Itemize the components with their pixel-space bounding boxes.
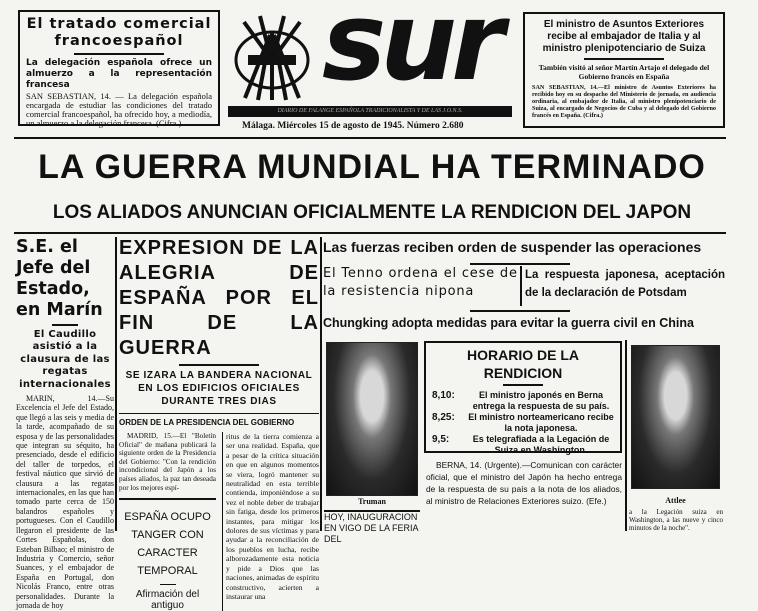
headline-tenno: El Tenno ordena el cese de la resistencia nipona (323, 266, 518, 299)
top-rule (14, 137, 726, 139)
column-divider (625, 340, 627, 531)
divider (179, 364, 259, 366)
headline-respuesta: La respuesta japonesa, aceptación de la declaración de Potsdam (525, 269, 725, 299)
main-headline: LA GUERRA MUNDIAL HA TERMINADO (38, 148, 706, 186)
article-subtitle: El Caudillo asistió a la clausura de las regatas internacionales (19, 328, 111, 390)
falange-emblem (230, 10, 315, 102)
divider (160, 584, 176, 585)
horario-row: 8,10: El ministro japonés en Berna entrega la respuesta de su país. (432, 389, 610, 411)
divider (74, 53, 164, 55)
divider (503, 384, 543, 386)
divider (584, 58, 664, 60)
tanger-title: ESPAÑA OCUPO TANGER CON CARACTER TEMPORAL (124, 510, 211, 577)
dateline: Málaga. Miércoles 15 de agosto de 1945. Número 2.680 (242, 121, 464, 131)
section-title: ORDEN DE LA PRESIDENCIA DEL GOBIERNO (119, 418, 295, 427)
column-divider (115, 237, 117, 531)
article-title: El ministro de Asuntos Exteriores recibe al embajador de Italia y al ministro plenipotenciario de Suiza (542, 19, 706, 54)
column-jefe-estado (16, 237, 114, 610)
divider (119, 413, 319, 415)
horario-row: 9,5: Es telegrafiada a la Legación de Suiza en Washington. (432, 433, 610, 455)
column-divider (320, 237, 322, 531)
left-box-article (18, 10, 220, 129)
attlee-photo (631, 345, 720, 489)
photo-caption-truman: Truman (358, 497, 386, 506)
article-title: S.E. el Jefe del Estado, en Marín (16, 237, 103, 320)
column-alegria (119, 236, 319, 611)
article-title: EXPRESION DE LA ALEGRIA DE ESPAÑA POR EL FIN DE LA GUERRA (119, 237, 319, 359)
horario-row: 8,25: El ministro norteamericano recibe la nota japonesa. (432, 411, 614, 433)
sub-headline: LOS ALIADOS ANUNCIAN OFICIALMENTE LA RENDICION DEL JAPON (52, 202, 692, 223)
divider (520, 266, 522, 306)
article-body: SAN SEBASTIAN, 14.—El ministro de Asuntos Exteriores ha recibido hoy en su despacho del Ministerio de jornada, en audiencia ordinaria, al embajador de Italia, al ministro plenipotenciario de Suiza, al encargado de Negocios de Cuba y al delegado del Gobierno francés en España. (Cifra.) (532, 83, 716, 120)
tanger-subtitle: Afirmación del antiguo (135, 588, 200, 611)
truman-photo (326, 342, 418, 496)
article-subtitle: SE IZARA LA BANDERA NACIONAL EN LOS EDIFICIOS OFICIALES DURANTE TRES DIAS (125, 369, 313, 407)
attlee-article: a la Legación suiza en Washington, a las nueve y cinco minutos de la noche". (629, 508, 723, 532)
photo-caption-attlee: Attlee (665, 496, 686, 505)
divider (119, 498, 216, 500)
horario-box (424, 341, 622, 453)
headline-fuerzas: Las fuerzas reciben orden de suspender las operaciones (323, 239, 702, 255)
article-subtitle: También visitó al señor Martín Artajo el delegado del Gobierno francés en España (538, 62, 710, 81)
article-subtitle: La delegación española ofrece un almuerzo a la representación francesa (26, 57, 212, 90)
horario-title: HORARIO DE LA RENDICION (467, 347, 579, 381)
masthead-band: DIARIO DE FALANGE ESPAÑOLA TRADICIONALISTA Y DE LAS J.O.N.S. (228, 106, 512, 117)
headline-chungking: Chungking adopta medidas para evitar la guerra civil en China (323, 316, 694, 330)
article-body: MADRID, 15.—El "Boletín Oficial" de mañana publicará la siguiente orden de la Presidencia del Gobierno: "Con la rendición incondicional del Japón a los países aliados, la paz tan deseada por los mejores espí- (119, 432, 216, 492)
headline-rule (14, 232, 726, 234)
article-body: MARIN, 14.—Su Excelencia el Jefe del Estado, que llegó a las seis y media de la tarde, acompañado de su esposa y de las personalidades que integran su séquito, ha presenciado, desde el edificio del taller de torpedos, el festival náutico que sirvió de clausura a las regatas internacionales, en las que han tomado parte cerca de 150 balandros españoles y portugueses. Con el Caudillo llegaron el presidente de las Cortes Españolas, don Esteban Bilbao; el ministro de Industria y Comercio, señor Suances, y el embajador de España en Portugal, don Nicolás Franco, entre otras personalidades. Durante la jornada de hoy (16, 394, 114, 610)
article-body: ritus de la tierra comienza a ser una realidad. España, que a pesar de la crítica situación en que en algunos momentos se viera, logró mantener su neutralidad en esta terrible contienda, imponiéndose a su vez el noble deber de trabajar sin fatiga, desde los primeros instantes, para mitigar los dolores de sus víctimas y para ayudar a la reconciliación de los pueblos en lucha, recibe alborozadamente esta noticia y pide a Dios que las naciones, animadas de espíritu constructivo, acierten a instaurar una (226, 432, 319, 601)
hoy-headline: HOY, INAUGURACION EN VIGO DE LA FERIA DEL (324, 512, 419, 544)
right-box-article (523, 12, 725, 128)
newspaper-logo: sur (322, 0, 499, 105)
divider (52, 324, 78, 326)
article-body: SAN SEBASTIAN, 14. — La delegación española encargada de estudiar las condiciones del tratado comercial francoespañol, ha ofrecido hoy, a mediodía, un almuerzo a la delegación francesa. (Cifra.) (26, 90, 212, 129)
article-title: El tratado comercial francoespañol (26, 16, 212, 49)
berna-article: BERNA, 14. (Urgente).—Comunican con carácter oficial, que el ministro del Japón ha hecho entrega de la respuesta de su país a la nota de los aliados, al ministro de Relaciones Exteriores suizo. (Efe.) (426, 460, 622, 506)
